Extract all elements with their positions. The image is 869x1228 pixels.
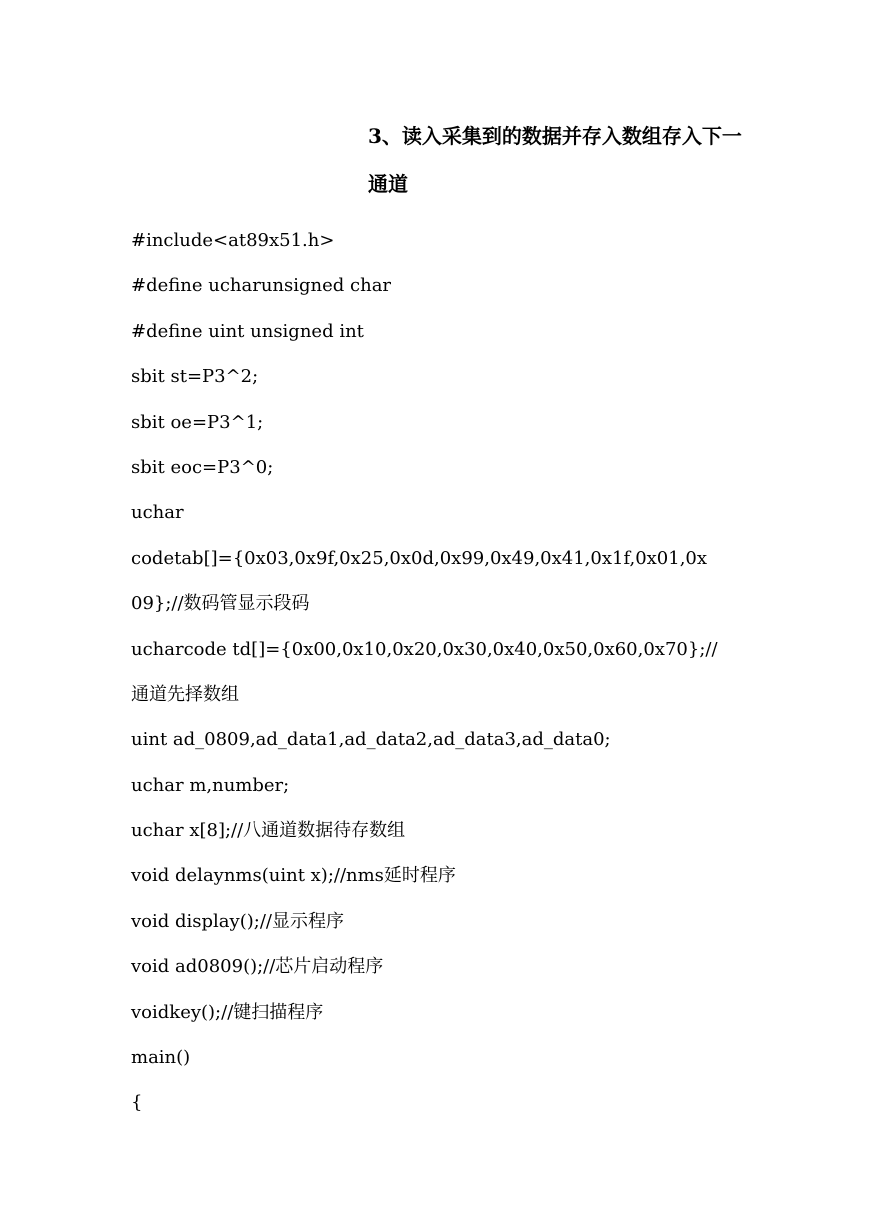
code-block xyxy=(131,225,841,1133)
code-line: uchar m,number; xyxy=(131,774,290,796)
code-line: void delaynms(uint x);//nms延时程序 xyxy=(131,865,456,887)
code-line: voidkey();//键扫描程序 xyxy=(131,1001,324,1023)
code-line: #include<at89x51.h> xyxy=(131,230,335,251)
code-line: sbit eoc=P3^0; xyxy=(131,456,274,478)
code-line: void display();//显示程序 xyxy=(131,910,344,932)
code-line: sbit st=P3^2; xyxy=(131,366,259,388)
code-line: uint ad_0809,ad_data1,ad_data2,ad_data3,ad_data0; xyxy=(131,729,611,751)
code-line: sbit oe=P3^1; xyxy=(131,411,264,433)
code-line: void ad0809();//芯片启动程序 xyxy=(131,956,384,978)
code-line: uchar xyxy=(131,502,184,524)
code-line: #define ucharunsigned char xyxy=(131,275,392,297)
code-line: uchar x[8];//八通道数据待存数组 xyxy=(131,820,406,842)
heading-line-2: 通道 xyxy=(368,172,408,196)
code-line: codetab[]={0x03,0x9f,0x25,0x0d,0x99,0x49,0x41,0x1f,0x01,0x xyxy=(131,547,708,569)
code-line: main() xyxy=(131,1047,191,1069)
code-line: { xyxy=(131,1092,143,1114)
heading-line-1: 3、读入采集到的数据并存入数组存入下一 xyxy=(368,124,742,148)
code-line: 09};//数码管显示段码 xyxy=(131,593,310,615)
code-line: 通道先择数组 xyxy=(131,683,239,705)
code-line: #define uint unsigned int xyxy=(131,320,364,342)
section-heading xyxy=(368,112,748,208)
code-line: ucharcode td[]={0x00,0x10,0x20,0x30,0x40,0x50,0x60,0x70};// xyxy=(131,638,718,660)
